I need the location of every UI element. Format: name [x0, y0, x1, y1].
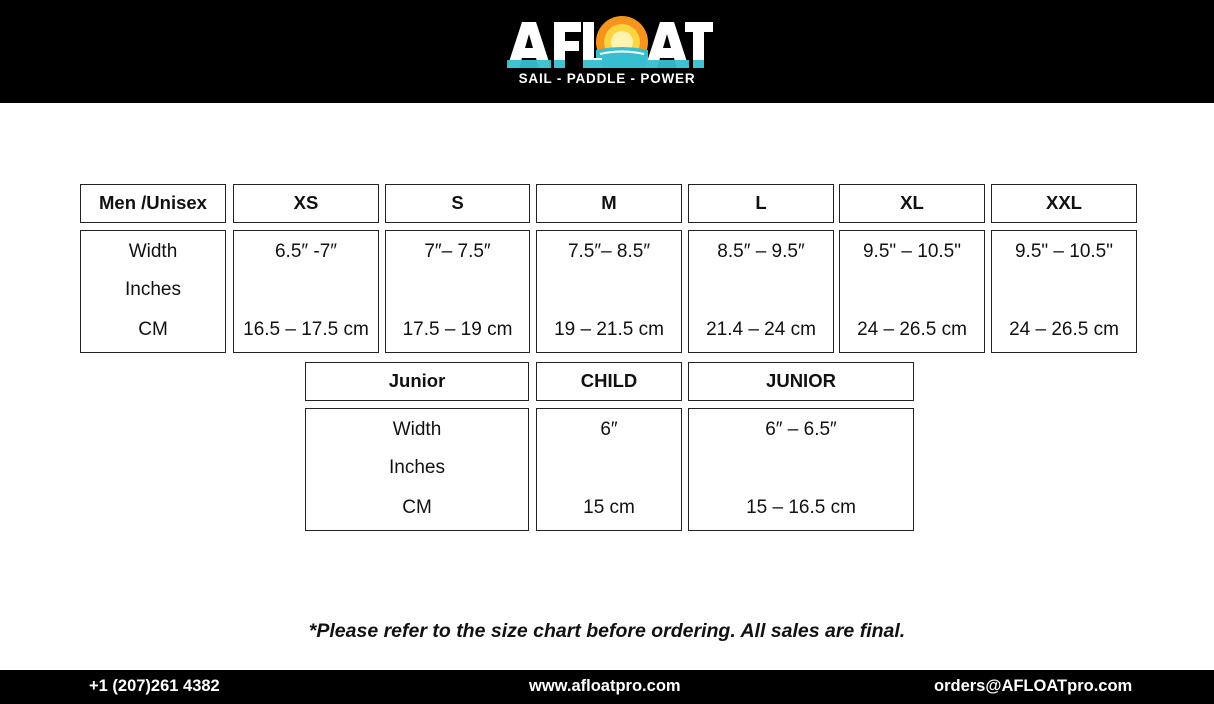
header-cell-xs: [233, 184, 379, 223]
header-cell-men-unisex: [80, 184, 226, 223]
inches-value: 6″: [600, 419, 618, 440]
cm-value: 15 cm: [583, 497, 635, 518]
cm-value: 15 – 16.5 cm: [746, 497, 856, 518]
corner-label: Junior: [388, 370, 446, 391]
value-cell-xl: [839, 230, 985, 353]
email-link[interactable]: orders@AFLOATpro.com: [934, 677, 1133, 695]
cm-value: 24 – 26.5 cm: [1009, 319, 1119, 340]
cm-value: 17.5 – 19 cm: [402, 319, 513, 340]
header-cell-child: [536, 362, 682, 401]
website-link[interactable]: www.afloatpro.com: [529, 677, 681, 695]
row-label-width: Width: [128, 241, 178, 262]
inches-value: 8.5″ – 9.5″: [717, 241, 805, 262]
size-label: XS: [293, 192, 319, 213]
size-label: L: [755, 192, 767, 213]
header-bar: [0, 0, 1214, 103]
header-cell-m: [536, 184, 682, 223]
value-cell-m: [536, 230, 682, 353]
tagline: SAIL - PADDLE - POWER: [518, 71, 696, 86]
inches-value: 9.5" – 10.5": [862, 241, 961, 262]
inches-value: 7″– 7.5″: [424, 241, 491, 262]
value-cell-child: [536, 408, 682, 531]
size-label: JUNIOR: [766, 370, 836, 391]
size-label: XL: [900, 192, 924, 213]
phone-number[interactable]: +1 (207)261 4382: [89, 677, 220, 695]
inches-value: 7.5″– 8.5″: [567, 241, 651, 262]
corner-label: Men /Unisex: [99, 192, 207, 213]
row-label-inches: Inches: [125, 279, 181, 300]
header-cell-l: [688, 184, 834, 223]
size-label: M: [601, 192, 617, 213]
row-label-cm: CM: [402, 497, 432, 518]
cm-value: 19 – 21.5 cm: [554, 319, 664, 340]
value-cell-xs: [233, 230, 379, 353]
size-label: CHILD: [580, 370, 638, 391]
junior-row-labels-cell: [305, 408, 529, 531]
row-labels-cell: [80, 230, 226, 353]
size-label: XXL: [1046, 192, 1082, 213]
footer-bar: [0, 670, 1214, 704]
row-label-inches: Inches: [389, 457, 445, 478]
inches-value: 6″ – 6.5″: [765, 419, 837, 440]
row-label-cm: CM: [138, 319, 168, 340]
value-cell-l: [688, 230, 834, 353]
sales-note: *Please refer to the size chart before ordering. All sales are final.: [308, 620, 906, 642]
value-cell-junior: [688, 408, 914, 531]
header-cell-xl: [839, 184, 985, 223]
value-cell-s: [385, 230, 530, 353]
cm-value: 24 – 26.5 cm: [857, 319, 967, 340]
cm-value: 16.5 – 17.5 cm: [243, 319, 369, 340]
header-cell-s: [385, 184, 530, 223]
size-label: S: [451, 192, 464, 213]
header-cell-junior: [305, 362, 529, 401]
inches-value: 9.5" – 10.5": [1014, 241, 1113, 262]
value-cell-xxl: [991, 230, 1137, 353]
inches-value: 6.5″ -7″: [274, 241, 338, 262]
header-cell-junior-size: [688, 362, 914, 401]
header-cell-xxl: [991, 184, 1137, 223]
row-label-width: Width: [392, 419, 442, 440]
cm-value: 21.4 – 24 cm: [706, 319, 816, 340]
